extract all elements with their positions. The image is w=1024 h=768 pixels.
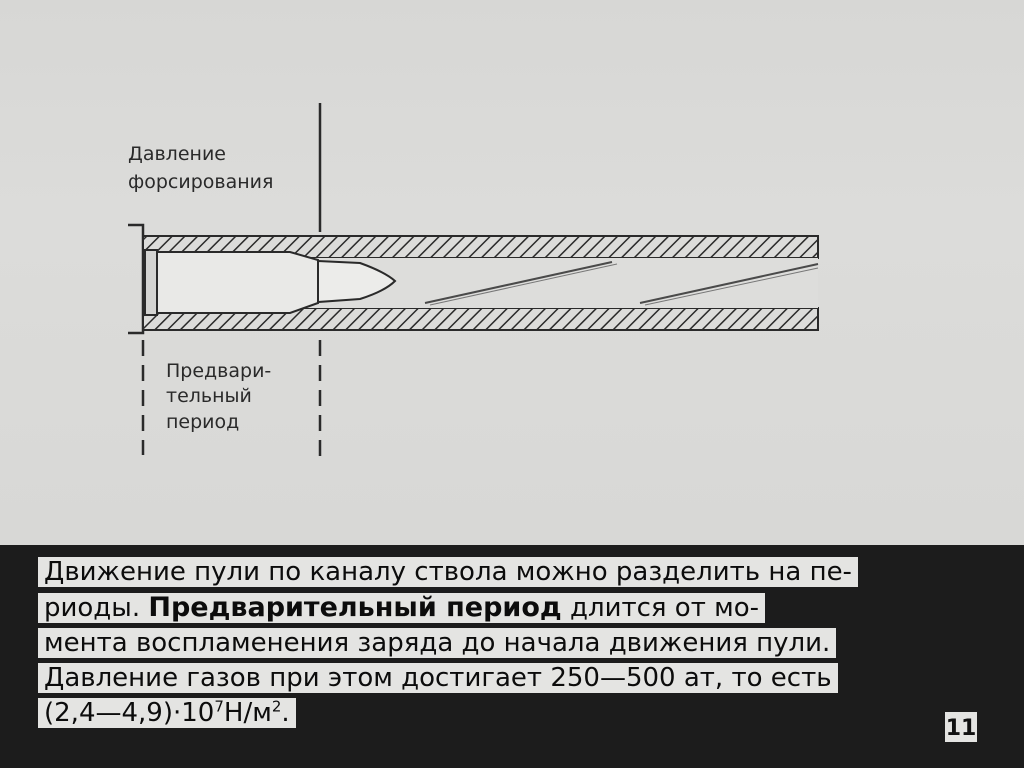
caption-line-3 [38,626,988,661]
caption-line-4 [38,661,988,696]
caption-formula-end: . [281,698,290,728]
caption-line-4-text: Давление газов при этом достигает 250—500 ат, то есть [38,663,838,693]
caption-panel [0,545,1024,768]
caption-line-2-end: длится от мо- [561,593,760,623]
caption-text [38,555,988,731]
label-period-line1: Предвари- [166,360,272,382]
caption-exponent-2: 2 [271,697,282,716]
caption-formula-a: (2,4—4,9)·10 [44,698,215,728]
caption-line-1 [38,555,988,590]
caption-line-1-text: Движение пули по каналу ствола можно разделить на пе- [38,557,858,587]
caption-line-5-text [38,698,296,728]
caption-line-2-start: риоды. [44,593,149,623]
caption-line-3-text: мента воспламенения заряда до начала движения пули. [38,628,836,658]
caption-line-5 [38,696,988,731]
caption-line-2-text [38,593,765,623]
breech-bracket [128,225,143,333]
caption-line-2 [38,590,988,626]
cartridge-rim [145,250,157,315]
caption-exponent-1: 7 [214,697,224,716]
page-number-badge: 11 [943,710,979,744]
label-pressure-line1: Давление [128,143,226,165]
label-pressure-line2: форсирования [128,171,274,193]
caption-formula-unit: Н/м [223,698,272,728]
label-period-line3: период [166,411,240,433]
caption-term-bold: Предварительный период [148,592,562,623]
cartridge-case [152,252,318,313]
label-period-line2: тельный [166,385,252,407]
